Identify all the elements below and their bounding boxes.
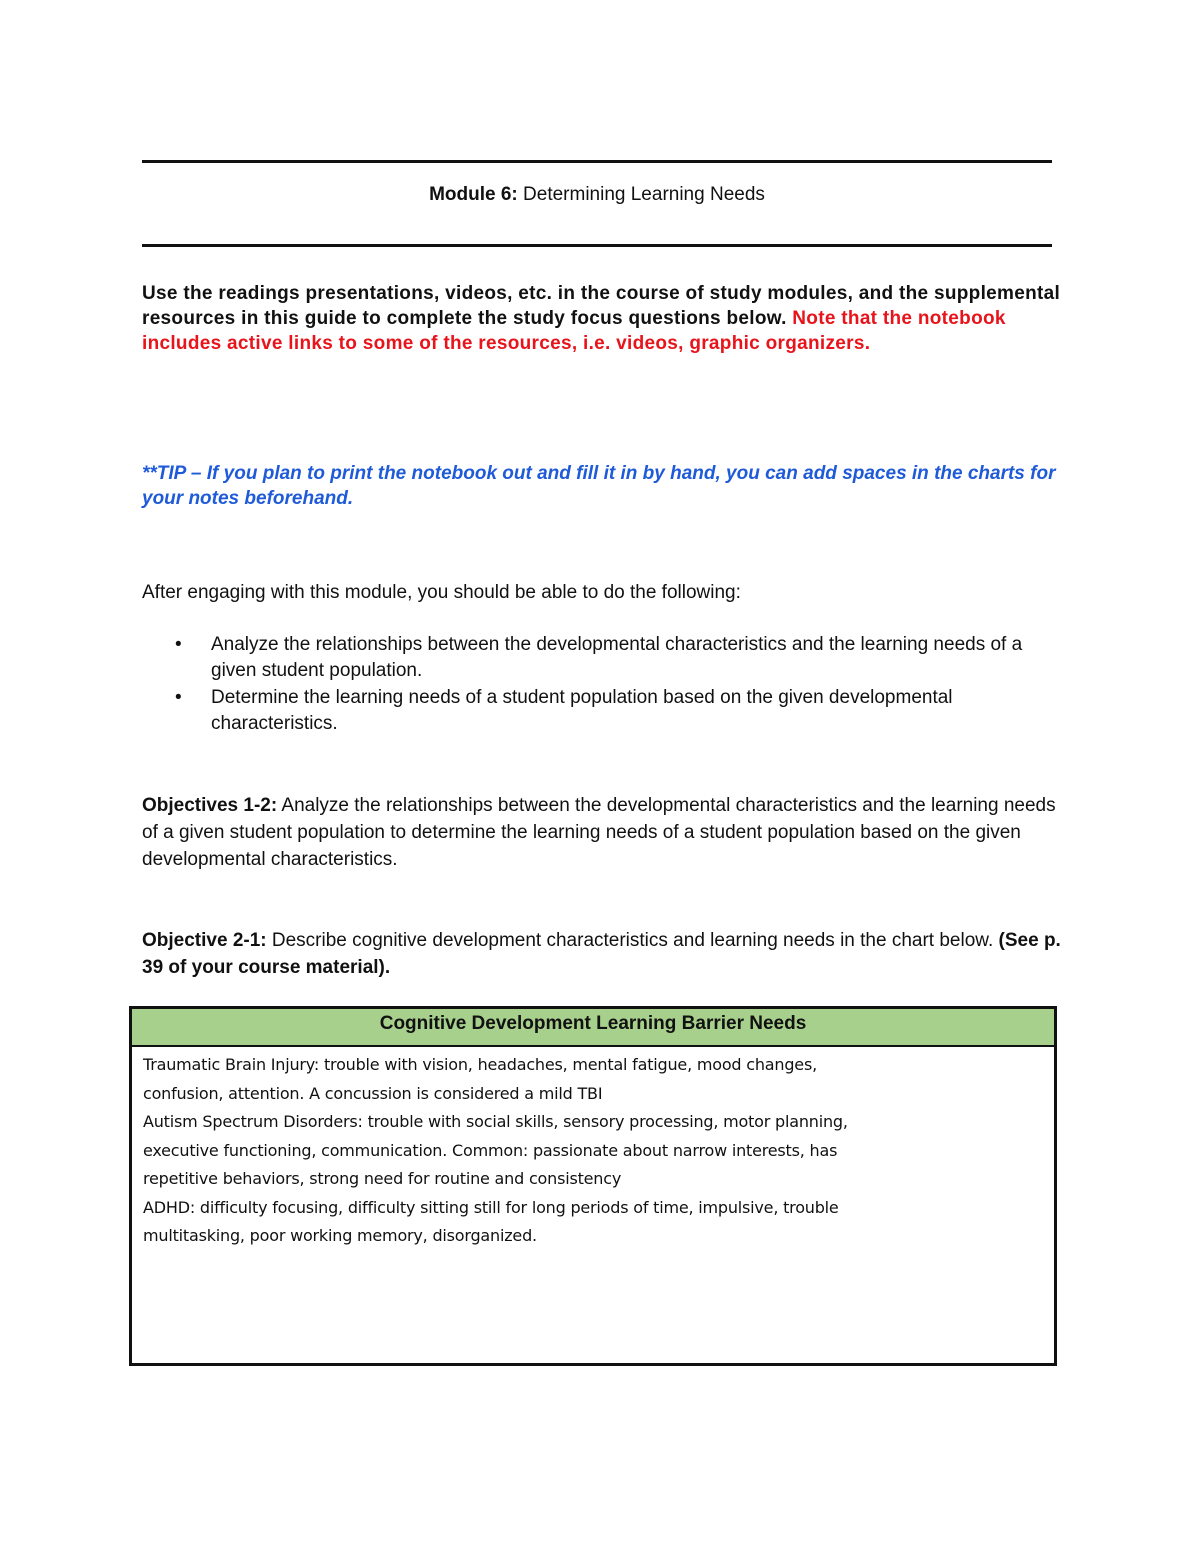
list-item-text: Determine the learning needs of a student population based on the given developmental characteristics. xyxy=(211,687,953,734)
bullet-icon: • xyxy=(175,634,182,655)
chart-entry-adhd: ADHD: difficulty focusing, difficulty sitting still for long periods of time, impulsive, trouble multitasking, poor working memory, disorganized. xyxy=(143,1197,839,1245)
objective-2-1 xyxy=(142,927,1062,981)
outcomes-intro: After engaging with this module, you should be able to do the following: xyxy=(142,582,741,603)
bullet-icon: • xyxy=(175,687,182,708)
objective-2-1-text: Describe cognitive development characteristics and learning needs in the chart below. xyxy=(271,930,994,951)
bottom-divider xyxy=(142,244,1052,247)
top-divider xyxy=(142,160,1052,163)
intro-instructions: Use the readings presentations, videos, etc. in the course of study modules, and the supplemental resources in this guide to complete the study focus questions below. xyxy=(142,283,1061,329)
learning-needs-chart xyxy=(129,1006,1057,1366)
chart-entry-tbi: Traumatic Brain Injury: trouble with vision, headaches, mental fatigue, mood changes, confusion, attention. A concussion is considered a mild TBI xyxy=(143,1055,817,1103)
objectives-1-2-label: Objectives 1-2: xyxy=(142,795,278,816)
tip-paragraph: **TIP – If you plan to print the notebook out and fill it in by hand, you can add spaces in the charts for your notes beforehand. xyxy=(142,463,1056,509)
module-heading xyxy=(142,184,1052,206)
intro-paragraph xyxy=(142,281,1062,356)
list-item xyxy=(142,632,1072,684)
intro-note: Note that the notebook includes active links to some of the resources, i.e. videos, graphic organizers. xyxy=(142,308,1006,354)
objective-2-1-reference: (See p. 39 of your course material). xyxy=(142,930,1061,978)
outcomes-list xyxy=(142,632,1072,738)
chart-response-cell[interactable] xyxy=(132,1047,1054,1251)
objectives-1-2-text: Analyze the relationships between the developmental characteristics and the learning needs of a given student population to determine the learning needs of a student population based on the given developmental characteristics. xyxy=(142,795,1056,870)
list-item xyxy=(142,685,1072,737)
module-label: Module 6: xyxy=(429,184,518,205)
objectives-1-2 xyxy=(142,792,1062,873)
chart-header: Cognitive Development Learning Barrier Needs xyxy=(132,1009,1054,1047)
list-item-text: Analyze the relationships between the developmental characteristics and the learning needs of a given student population. xyxy=(211,634,1023,681)
module-title: Determining Learning Needs xyxy=(523,184,765,205)
chart-entry-autism: Autism Spectrum Disorders: trouble with social skills, sensory processing, motor planning, executive functioning, communication. Common: passionate about narrow interests, has repetitive behaviors, strong need for routine and consistency xyxy=(143,1112,848,1188)
objective-2-1-label: Objective 2-1: xyxy=(142,930,267,951)
